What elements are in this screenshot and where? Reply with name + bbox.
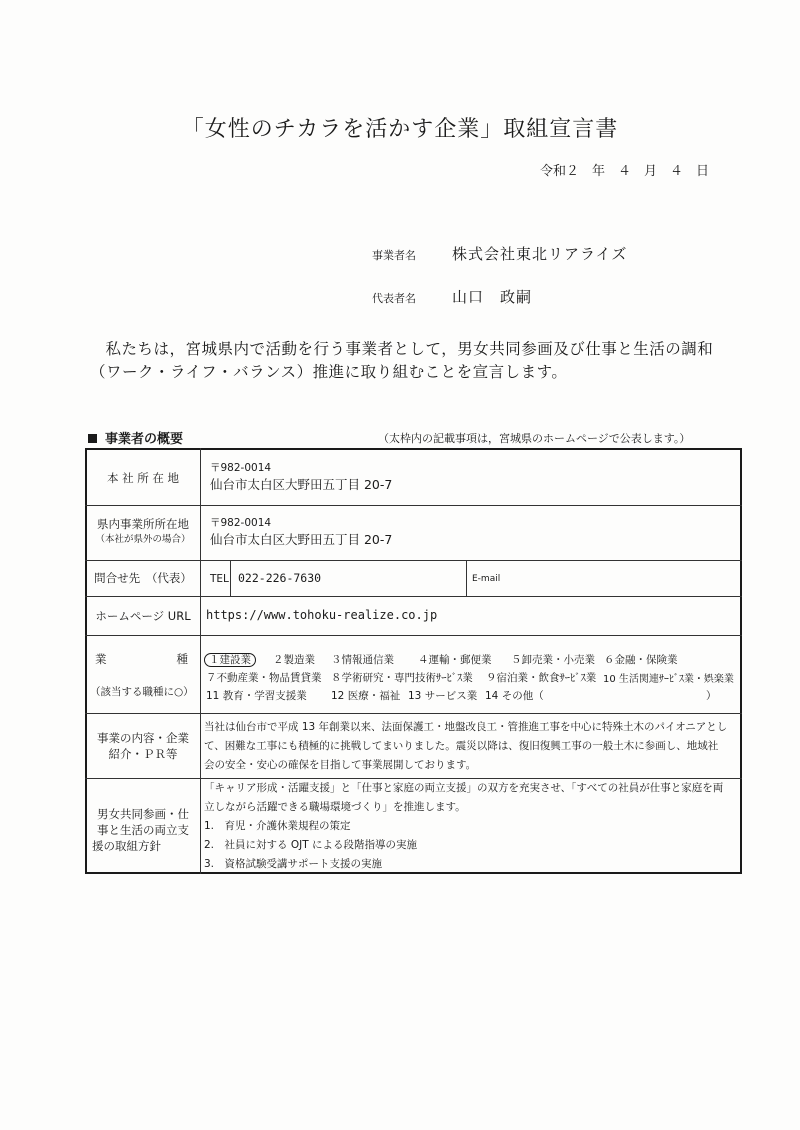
section-note: （太枠内の記載事項は，宮城県のホームページで公表します。） xyxy=(378,432,691,445)
representative-label: 代表者名 xyxy=(372,292,416,305)
policy-line: 立しながら活躍できる職場環境づくり」を推進します。 xyxy=(204,801,466,813)
tel-number: 022-226-7630 xyxy=(238,571,322,585)
industry-option: ３情報通信業 xyxy=(331,654,394,666)
pr-line: て、困難な工事にも積極的に挑戦してまいりました。震災以降は、復旧復興工事の一般土木に参画し、地域社 xyxy=(204,740,719,752)
declaration-date: 令和２ 年 ４ 月 ４ 日 xyxy=(540,164,710,179)
local-office-label: 県内事業所所在地 xyxy=(97,517,189,531)
local-office-sublabel: （本社が県外の場合） xyxy=(95,534,191,545)
pr-label-line-2: 紹介・ＰＲ等 xyxy=(108,747,178,761)
head-office-label: 本 社 所 在 地 xyxy=(106,471,180,485)
row-divider xyxy=(85,505,742,506)
row-divider xyxy=(85,635,742,636)
email-label: E-mail xyxy=(472,574,501,584)
industry-sublabel: （該当する職種に○） xyxy=(90,686,194,698)
industry-option: 14 その他（ xyxy=(485,690,544,702)
homepage-label: ホームページ URL xyxy=(95,609,191,623)
policy-label-line-1: 男女共同参画・仕 xyxy=(97,807,189,821)
industry-option: 11 教育・学習支援業 xyxy=(206,690,307,702)
industry-option: 13 サービス業 xyxy=(408,690,478,702)
industry-option: ８学術研究・専門技術ｻｰﾋﾞｽ業 xyxy=(331,672,473,684)
policy-item: 2. 社員に対する OJT による段階指導の実施 xyxy=(204,839,417,851)
square-bullet-icon xyxy=(88,434,97,443)
business-name: 株式会社東北リアライズ xyxy=(452,245,628,263)
head-office-address: 仙台市太白区大野田五丁目 20-7 xyxy=(210,477,393,492)
tel-label: TEL xyxy=(210,573,229,585)
pr-line: 当社は仙台市で平成 13 年創業以来、法面保護工・地盤改良工・管推進工事を中心に特殊土木のパイオニアとし xyxy=(204,721,728,733)
policy-label-line-3: 援の取組方針 xyxy=(92,839,161,853)
homepage-url: https://www.tohoku-realize.co.jp xyxy=(206,608,438,622)
industry-option: 10 生活関連ｻｰﾋﾞｽ業・娯楽業 xyxy=(603,674,734,685)
industry-option: ４運輸・郵便業 xyxy=(418,654,492,666)
industry-option-selected: １建設業 xyxy=(209,652,256,667)
industry-option: ５卸売業・小売業 xyxy=(511,654,595,666)
declaration-text: 私たちは，宮城県内で活動を行う事業者として，男女共同参画及び仕事と生活の調和（ワーク・ライフ・バランス）推進に取り組むことを宣言します。 xyxy=(90,340,714,381)
row-divider xyxy=(85,596,742,597)
row-divider xyxy=(85,713,742,714)
representative-name: 山口 政嗣 xyxy=(452,288,533,306)
industry-option: 12 医療・福祉 xyxy=(331,690,401,702)
section-title: 事業者の概要 xyxy=(105,432,184,447)
head-office-postal: 〒982-0014 xyxy=(210,462,272,474)
email-divider xyxy=(466,560,467,596)
industry-option: ２製造業 xyxy=(273,654,315,666)
industry-option: ７不動産業・物品賃貸業 xyxy=(206,672,322,684)
industry-option: ６金融・保険業 xyxy=(604,654,678,666)
local-office-postal: 〒982-0014 xyxy=(210,517,272,529)
pr-line: 会の安全・安心の確保を目指して事業展開しております。 xyxy=(204,759,477,771)
policy-item: 1. 育児・介護休業規程の策定 xyxy=(204,820,351,832)
business-name-label: 事業者名 xyxy=(372,249,416,262)
contact-label: 問合せ先 （代表） xyxy=(94,571,192,585)
pr-label-line-1: 事業の内容・企業 xyxy=(97,731,189,745)
document-title: 「女性のチカラを活かす企業」取組宣言書 xyxy=(181,117,619,142)
local-office-address: 仙台市太白区大野田五丁目 20-7 xyxy=(210,532,393,547)
industry-other-close: ） xyxy=(706,690,717,702)
tel-divider xyxy=(230,560,231,596)
policy-item: 3. 資格試験受講サポート支援の実施 xyxy=(204,858,383,870)
section-heading xyxy=(88,428,183,447)
row-divider xyxy=(85,560,742,561)
industry-option: ９宿泊業・飲食ｻｰﾋﾞｽ業 xyxy=(486,672,597,684)
policy-label-line-2: 事と生活の両立支 xyxy=(97,823,189,837)
row-divider xyxy=(85,778,742,779)
industry-label-1: 業 xyxy=(95,652,107,666)
policy-line: 「キャリア形成・活躍支援」と「仕事と家庭の両立支援」の双方を充実させ、「すべての社員が仕事と家庭を両 xyxy=(204,782,724,794)
industry-label-2: 種 xyxy=(176,652,188,666)
